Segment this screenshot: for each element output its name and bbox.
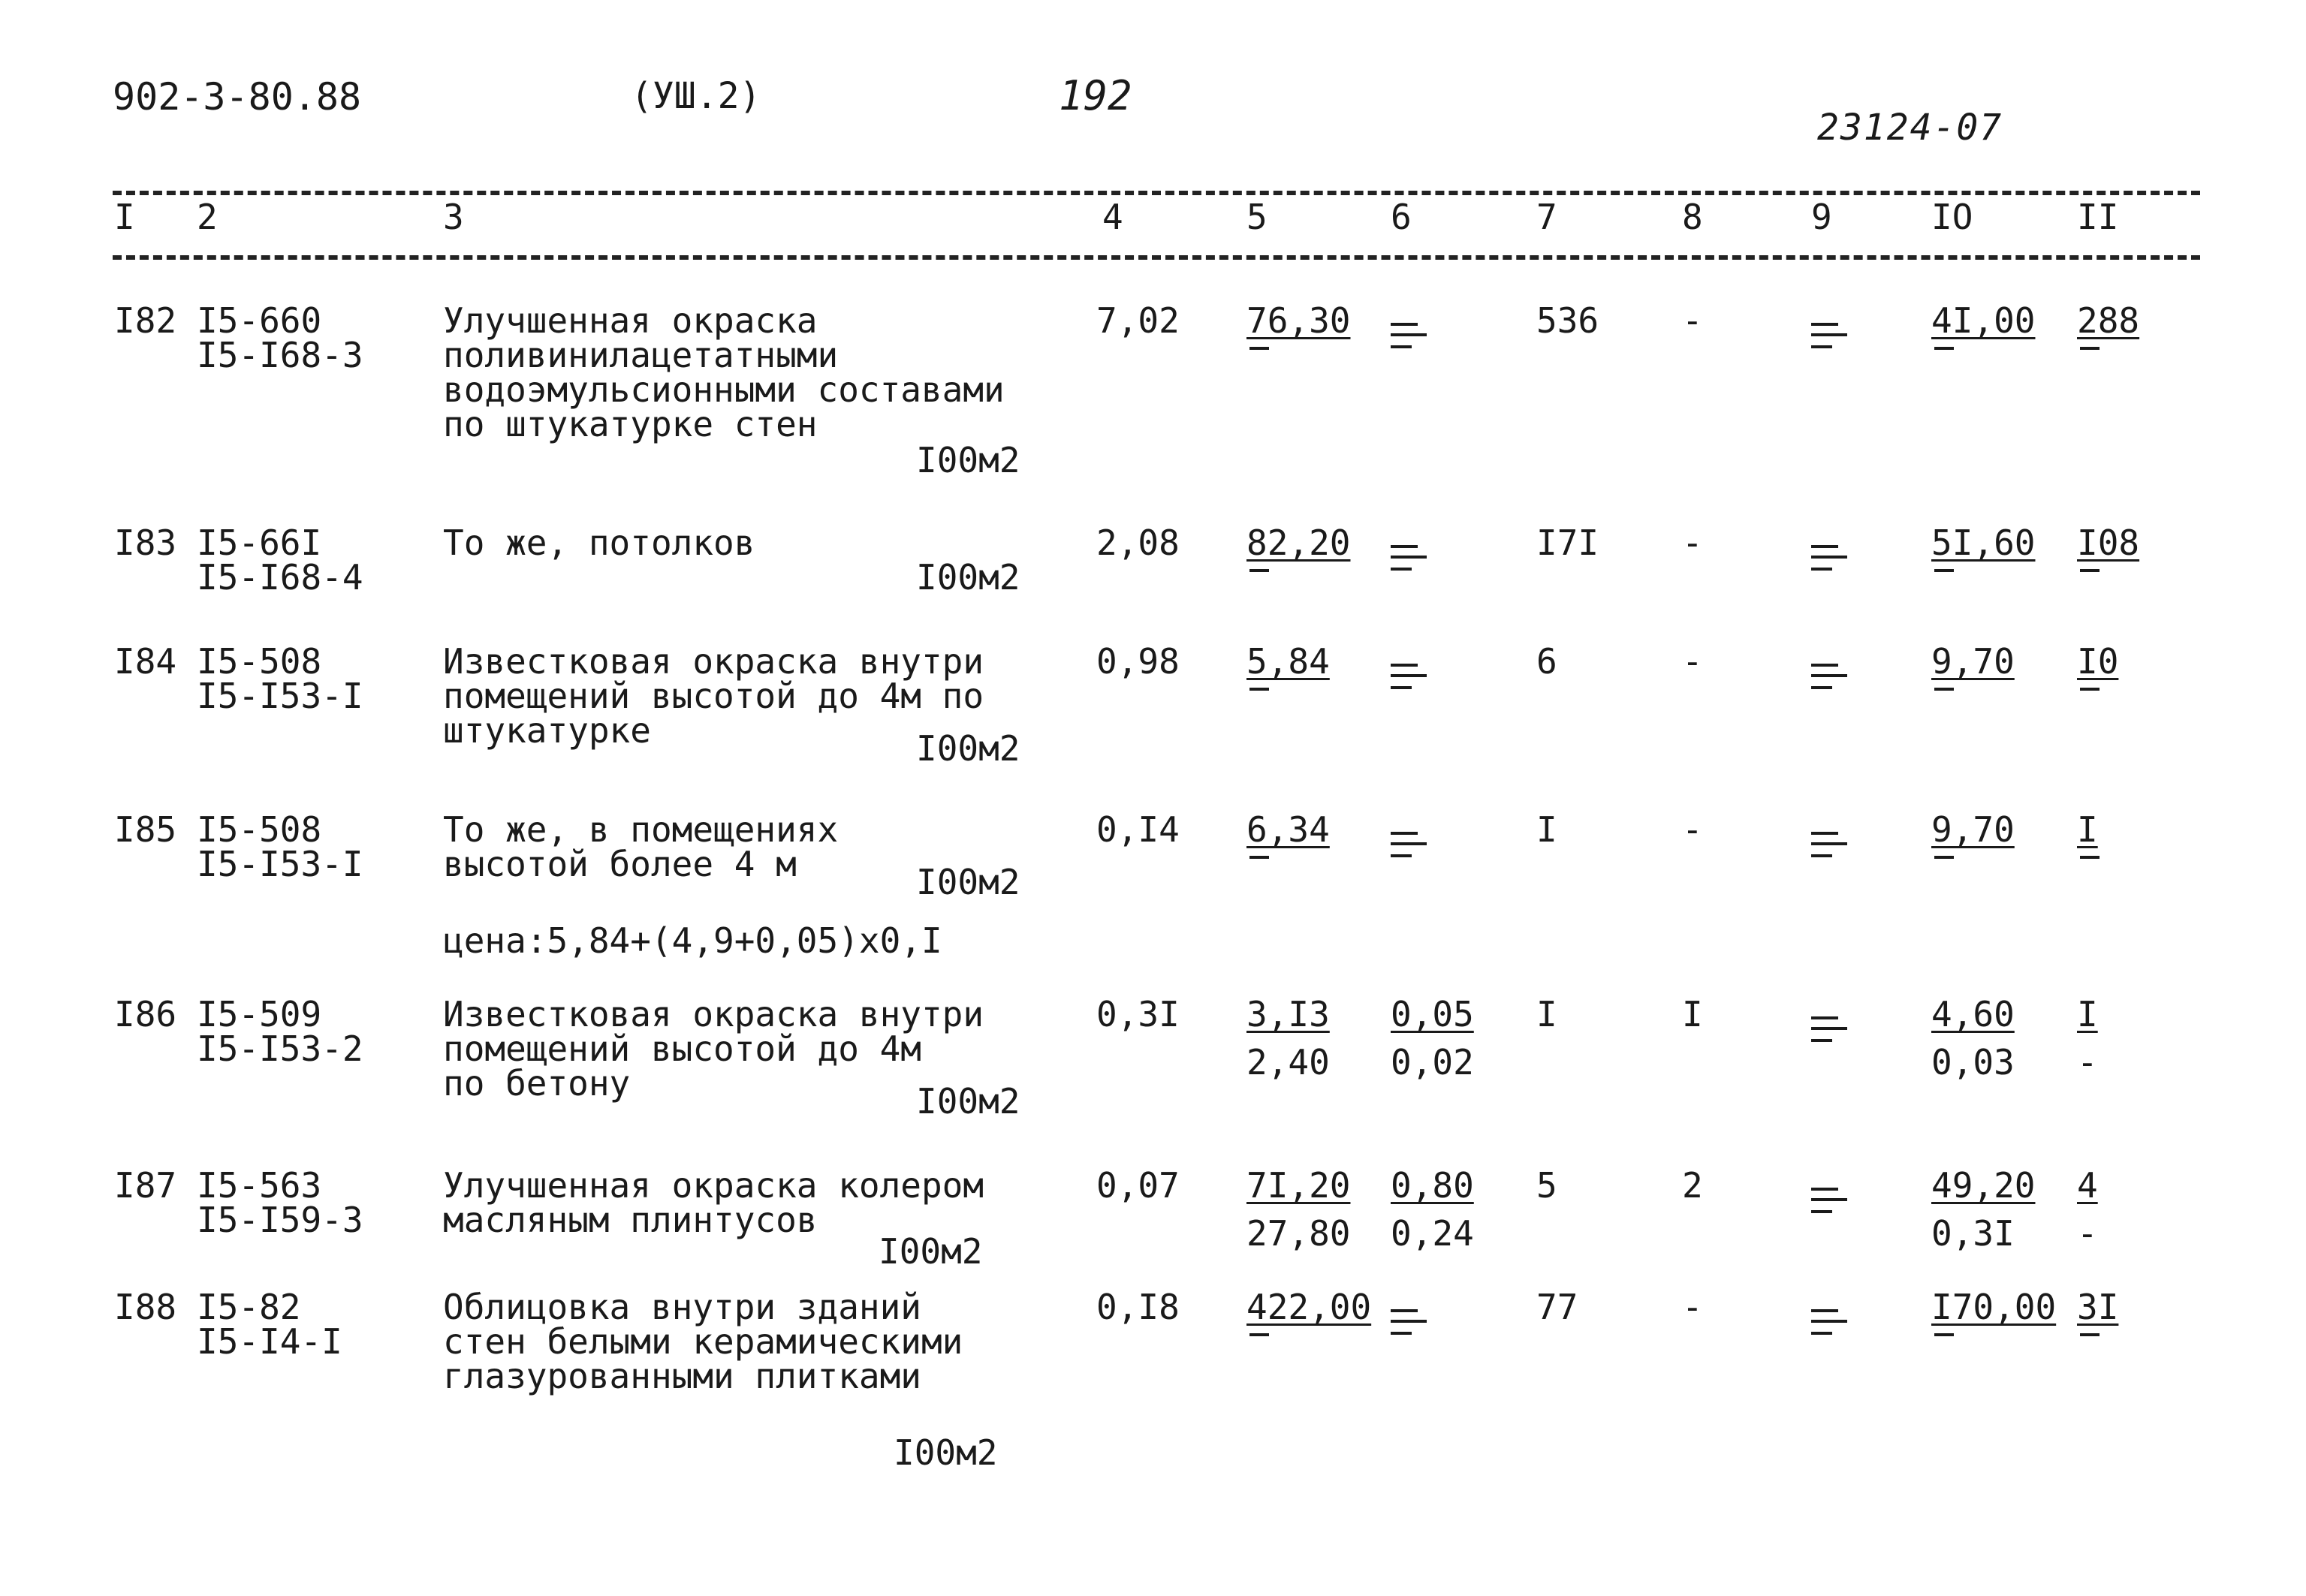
row-number: I88 [114,1287,177,1327]
measurement-unit: I00м2 [916,728,1020,769]
empty-sub-value-mark [1934,856,1954,859]
empty-value-mark [1811,545,1847,572]
unit-cost-wage: 2,40 [1246,1042,1330,1083]
work-description-line: высотой более 4 м [443,844,797,884]
price-code: I5-508 [197,641,322,682]
work-description-line: поливинилацетатными [443,335,839,375]
work-description-line: Известковая окраска внутри [443,641,984,682]
labor-norm-machinists: 0,3I [1931,1213,2015,1254]
column-number: 6 [1391,197,1412,237]
empty-value-mark [1391,832,1427,859]
work-description-line: глазурованными плитками [443,1356,921,1396]
work-description-line: штукатурке [443,710,651,751]
empty-sub-value-mark [1934,688,1954,691]
work-description-line: водоэмульсионными составами [443,369,1005,410]
price-code: I5-509 [197,994,322,1034]
empty-sub-value-mark [1249,569,1269,572]
header-rule-bottom [113,255,2200,260]
work-description-line: стен белыми керамическими [443,1321,963,1362]
row-number: I83 [114,522,177,563]
empty-value-mark [1811,323,1847,350]
quantity: 0,07 [1096,1165,1180,1206]
measurement-unit: I00м2 [916,862,1020,902]
work-description-line: Улучшенная окраска колером [443,1165,984,1206]
unit-cost-machines-wage: 0,02 [1391,1042,1474,1083]
measurement-unit: I00м2 [916,1081,1020,1122]
work-description-line: Известковая окраска внутри [443,994,984,1034]
total-machines-cost: - [1682,809,1703,850]
empty-sub-value-mark [2080,688,2100,691]
row-number: I87 [114,1165,177,1206]
column-number: 7 [1536,197,1557,237]
empty-sub-value-mark [2080,569,2100,572]
unit-cost-total: 7I,20 [1246,1165,1351,1206]
total-direct-cost: 5 [1536,1165,1557,1206]
total-direct-cost: 77 [1536,1287,1578,1327]
unit-cost-total: 76,30 [1246,300,1351,341]
header-rule-top [113,191,2200,195]
empty-value-mark [1811,1188,1847,1215]
total-machines-cost: - [1682,522,1703,563]
page-number: 192 [1059,72,1132,119]
total-direct-cost: 6 [1536,641,1557,682]
total-machines-cost: 2 [1682,1165,1703,1206]
total-direct-cost: I [1536,809,1557,850]
price-code: I5-I53-2 [197,1028,363,1069]
column-number: IO [1931,197,1973,237]
sheet-reference: (УШ.2) [631,75,761,117]
column-number: II [2077,197,2119,237]
total-direct-cost: I [1536,994,1557,1034]
unit-cost-machines: 0,80 [1391,1165,1474,1206]
document-code: 902-3-80.88 [113,75,362,119]
unit-cost-machines-wage: 0,24 [1391,1213,1474,1254]
labor-total-machinists: - [2077,1042,2098,1083]
row-number: I84 [114,641,177,682]
total-machines-cost: I [1682,994,1703,1034]
empty-sub-value-mark [1934,569,1954,572]
price-code: I5-I68-3 [197,335,363,375]
total-direct-cost: 536 [1536,300,1599,341]
empty-sub-value-mark [1249,1333,1269,1336]
total-machines-cost: - [1682,1287,1703,1327]
quantity: 7,02 [1096,300,1180,341]
labor-total: 3I [2077,1287,2119,1327]
unit-cost-machines: 0,05 [1391,994,1474,1034]
unit-cost-wage: 27,80 [1246,1213,1351,1254]
price-code: I5-563 [197,1165,322,1206]
labor-total: 288 [2077,300,2140,341]
price-code: I5-508 [197,809,322,850]
labor-norm: 4,60 [1931,994,2015,1034]
labor-norm: 4I,00 [1931,300,2036,341]
measurement-unit: I00м2 [916,440,1020,480]
unit-cost-total: 82,20 [1246,522,1351,563]
quantity: 2,08 [1096,522,1180,563]
work-description-line: Облицовка внутри зданий [443,1287,921,1327]
empty-value-mark [1811,1016,1847,1043]
price-code: I5-I4-I [197,1321,342,1362]
labor-total: I [2077,994,2098,1034]
column-number: 2 [197,197,218,237]
labor-norm: 9,70 [1931,809,2015,850]
empty-sub-value-mark [2080,347,2100,350]
work-description-line: помещений высотой до 4м по [443,676,984,716]
price-code: I5-660 [197,300,322,341]
unit-cost-total: 3,I3 [1246,994,1330,1034]
price-code: I5-I68-4 [197,557,363,598]
work-description-line: Улучшенная окраска [443,300,818,341]
empty-value-mark [1391,1309,1427,1336]
labor-norm: 9,70 [1931,641,2015,682]
work-description-line: масляным плинтусов [443,1200,818,1240]
empty-sub-value-mark [1934,1333,1954,1336]
price-code: I5-I59-3 [197,1200,363,1240]
column-number: 3 [443,197,464,237]
empty-sub-value-mark [2080,1333,2100,1336]
empty-value-mark [1811,832,1847,859]
empty-sub-value-mark [1249,688,1269,691]
quantity: 0,3I [1096,994,1180,1034]
labor-norm: 49,20 [1931,1165,2036,1206]
labor-total-machinists: - [2077,1213,2098,1254]
measurement-unit: I00м2 [879,1231,983,1272]
empty-sub-value-mark [1249,856,1269,859]
total-direct-cost: I7I [1536,522,1599,563]
empty-value-mark [1811,1309,1847,1336]
empty-sub-value-mark [1934,347,1954,350]
empty-value-mark [1391,545,1427,572]
labor-norm-machinists: 0,03 [1931,1042,2015,1083]
total-machines-cost: - [1682,300,1703,341]
column-number: 4 [1102,197,1123,237]
empty-value-mark [1811,664,1847,691]
unit-cost-total: 6,34 [1246,809,1330,850]
measurement-unit: I00м2 [894,1432,998,1473]
unit-cost-total: 422,00 [1246,1287,1372,1327]
empty-value-mark [1391,323,1427,350]
empty-value-mark [1391,664,1427,691]
row-number: I86 [114,994,177,1034]
price-code: I5-82 [197,1287,301,1327]
labor-total: 4 [2077,1165,2098,1206]
labor-total: I08 [2077,522,2140,563]
work-description-line: То же, в помещениях [443,809,839,850]
column-number: 9 [1811,197,1832,237]
empty-sub-value-mark [1249,347,1269,350]
labor-total: I [2077,809,2098,850]
unit-cost-total: 5,84 [1246,641,1330,682]
work-description-line: То же, потолков [443,522,755,563]
labor-norm: I70,00 [1931,1287,2057,1327]
row-number: I85 [114,809,177,850]
price-code: I5-I53-I [197,844,363,884]
quantity: 0,I4 [1096,809,1180,850]
price-note: цена:5,84+(4,9+0,05)x0,I [443,920,942,961]
labor-norm: 5I,60 [1931,522,2036,563]
labor-total: I0 [2077,641,2119,682]
work-description-line: по бетону [443,1063,631,1104]
price-code: I5-I53-I [197,676,363,716]
row-number: I82 [114,300,177,341]
empty-sub-value-mark [2080,856,2100,859]
price-code: I5-66I [197,522,322,563]
inventory-stamp: 23124-07 [1817,107,2003,149]
measurement-unit: I00м2 [916,557,1020,598]
work-description-line: помещений высотой до 4м [443,1028,921,1069]
column-number: I [114,197,135,237]
column-number: 8 [1682,197,1703,237]
total-machines-cost: - [1682,641,1703,682]
quantity: 0,98 [1096,641,1180,682]
quantity: 0,I8 [1096,1287,1180,1327]
column-number: 5 [1246,197,1268,237]
work-description-line: по штукатурке стен [443,404,818,444]
